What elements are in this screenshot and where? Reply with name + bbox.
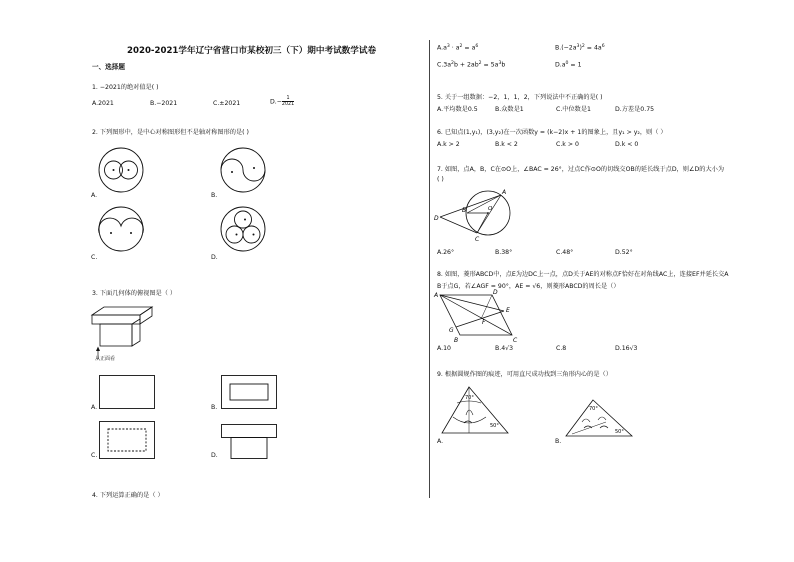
question-2-stem: 2. 下列图形中，是中心对称图形但不是轴对称图形的是( )	[92, 129, 249, 136]
q7-option-b: B.38°	[495, 249, 513, 256]
q7-circle-figure	[434, 187, 516, 243]
q8-option-b: B.4√3	[495, 345, 514, 352]
question-3-stem: 3. 下面几何体的俯视图是（ ）	[92, 290, 177, 297]
q9-option-b-label: B.	[555, 438, 562, 445]
q3-option-d-figure	[221, 424, 277, 460]
q4-option-b	[555, 44, 605, 52]
page-title: 2020-2021学年辽宁省营口市某校初三（下）期中考试数学试卷	[127, 46, 377, 56]
q6-option-a: A.k > 2	[437, 141, 460, 148]
q4-option-d	[555, 61, 582, 69]
q2-option-a-label: A.	[91, 192, 98, 199]
q6-option-d: D.k < 0	[615, 141, 639, 148]
q4-option-c	[437, 61, 505, 69]
q4-d-part: D.a	[555, 61, 566, 69]
q5-option-b: B.众数是1	[495, 106, 524, 113]
q7-label-c: C	[475, 236, 480, 243]
column-divider	[429, 40, 430, 498]
q7-label-d: D	[434, 215, 439, 222]
q7-option-d: D.52°	[615, 249, 633, 256]
q4-c-part: b	[501, 61, 506, 69]
q8-label-f: F	[482, 319, 486, 326]
question-1-stem: 1. −2021的绝对值是( )	[92, 84, 159, 91]
fraction-numerator: 1	[282, 96, 294, 102]
q2-figure-d	[219, 205, 267, 253]
q4-a-exp1: 3	[446, 44, 450, 49]
q5-option-c: C.中位数是1	[556, 106, 591, 113]
q6-option-b: B.k < 2	[495, 141, 518, 148]
q8-label-d: D	[493, 289, 498, 296]
q4-b-part: B.(−2a	[555, 44, 577, 52]
q7-option-a: A.26°	[437, 249, 455, 256]
q4-a-part: · a	[449, 44, 460, 52]
q4-a-exp2: 2	[459, 44, 463, 49]
q4-c-exp3: 3	[498, 61, 502, 66]
q9-a-right-angle: 50°	[490, 423, 499, 429]
q4-a-exp3: 6	[475, 44, 479, 49]
q6-option-c: C.k > 0	[556, 141, 579, 148]
question-8-stem-line1: 8. 如图，菱形ABCD中，点E为边DC上一点，点D关于AE的对称点F恰好在对角线AC上，连接EF并延长交A	[437, 271, 729, 278]
q3-option-c-figure	[99, 421, 155, 459]
q1-option-d-prefix: D.−	[270, 98, 282, 106]
q4-c-part: C.3a	[437, 61, 452, 69]
q7-label-b: B	[462, 207, 467, 214]
q3-option-c-label: C.	[91, 452, 98, 459]
question-7-stem-line2: ( )	[437, 176, 444, 183]
question-9-stem: 9. 根据圆规作图的痕迹，可用直尺成功找到三角形内心的是（）	[437, 371, 612, 378]
q3-option-b-figure	[221, 375, 277, 409]
q2-option-d-label: D.	[211, 254, 218, 261]
q3-front-view-label: 从正面看	[95, 356, 116, 362]
q4-c-part: b + 2ab	[453, 61, 479, 69]
q2-figure-c	[97, 205, 145, 253]
q4-b-part: )	[579, 44, 582, 52]
q4-b-exp3: 6	[601, 44, 605, 49]
question-7-stem-line1: 7. 如图，点A，B，C在⊙O上，∠BAC = 26°，过点C作⊙O的切线交OB的延长线于点D，则∠D的大小为	[437, 166, 725, 173]
q8-rhombus-figure	[434, 289, 520, 343]
q4-a-part: A.a	[437, 44, 447, 52]
q4-option-a	[437, 44, 478, 52]
q8-label-e: E	[506, 307, 510, 314]
q8-label-b: B	[454, 337, 459, 344]
q2-figure-a	[97, 146, 145, 194]
q2-option-b-label: B.	[211, 192, 218, 199]
q5-option-a: A.平均数是0.5	[437, 106, 478, 113]
q4-b-part: = 4a	[584, 44, 602, 52]
q4-a-part: = a	[462, 44, 476, 52]
q8-label-a: A	[434, 292, 439, 299]
q8-option-c: C.8	[556, 345, 567, 352]
q9-b-top-angle: 70°	[589, 406, 598, 412]
q8-option-a: A.10	[437, 345, 451, 352]
q3-option-a-figure	[99, 375, 155, 409]
q1-option-b: B.−2021	[150, 100, 178, 107]
question-4-stem: 4. 下列运算正确的是（ ）	[92, 492, 164, 499]
q7-option-c: C.48°	[556, 249, 574, 256]
q9-option-b-figure	[560, 398, 638, 438]
q4-d-exp1: 0	[565, 61, 569, 66]
section-heading: 一、选择题	[92, 63, 125, 71]
question-6-stem: 6. 已知点(1,y₁)，(3,y₂)在一次函数y = (k−2)x + 1的图象上，且y₁ > y₂，则（ ）	[437, 129, 667, 136]
q4-d-part: = 1	[568, 61, 582, 69]
q7-label-o: O	[488, 206, 493, 212]
q9-option-a-label: A.	[437, 438, 444, 445]
q8-label-g: G	[449, 327, 454, 334]
q4-c-part: = 5a	[481, 61, 499, 69]
q4-c-exp2: 2	[478, 61, 482, 66]
q1-option-c: C.±2021	[213, 100, 241, 107]
q8-label-c: C	[513, 337, 518, 344]
fraction-denominator: 2021	[281, 102, 295, 107]
question-5-stem: 5. 关于一组数据：−2，1，1，2，下列说法中不正确的是( )	[437, 94, 603, 101]
q3-option-b-label: B.	[211, 404, 218, 411]
q8-option-d: D.16√3	[615, 345, 638, 352]
q9-option-a-figure	[436, 385, 514, 437]
q4-c-exp1: 2	[451, 61, 454, 66]
q2-option-c-label: C.	[91, 254, 98, 261]
q1-option-d-fraction	[282, 96, 294, 107]
q1-option-a: A.2021	[92, 100, 114, 107]
q9-a-top-angle: 70°	[465, 395, 474, 401]
question-8-stem-line2: B于点G，若∠AGF = 90°，AE = √6，则菱形ABCD的周长是（）	[437, 283, 620, 290]
q4-b-exp1: 3	[576, 44, 580, 49]
q3-option-d-label: D.	[211, 452, 218, 459]
q3-option-a-label: A.	[91, 404, 98, 411]
q5-option-d: D.方差是0.75	[615, 106, 655, 113]
q2-figure-b	[219, 146, 267, 194]
q1-option-d	[270, 96, 294, 107]
q9-b-right-angle: 50°	[615, 429, 624, 435]
q4-b-exp2: 2	[581, 44, 585, 49]
q7-label-a: A	[502, 189, 507, 196]
